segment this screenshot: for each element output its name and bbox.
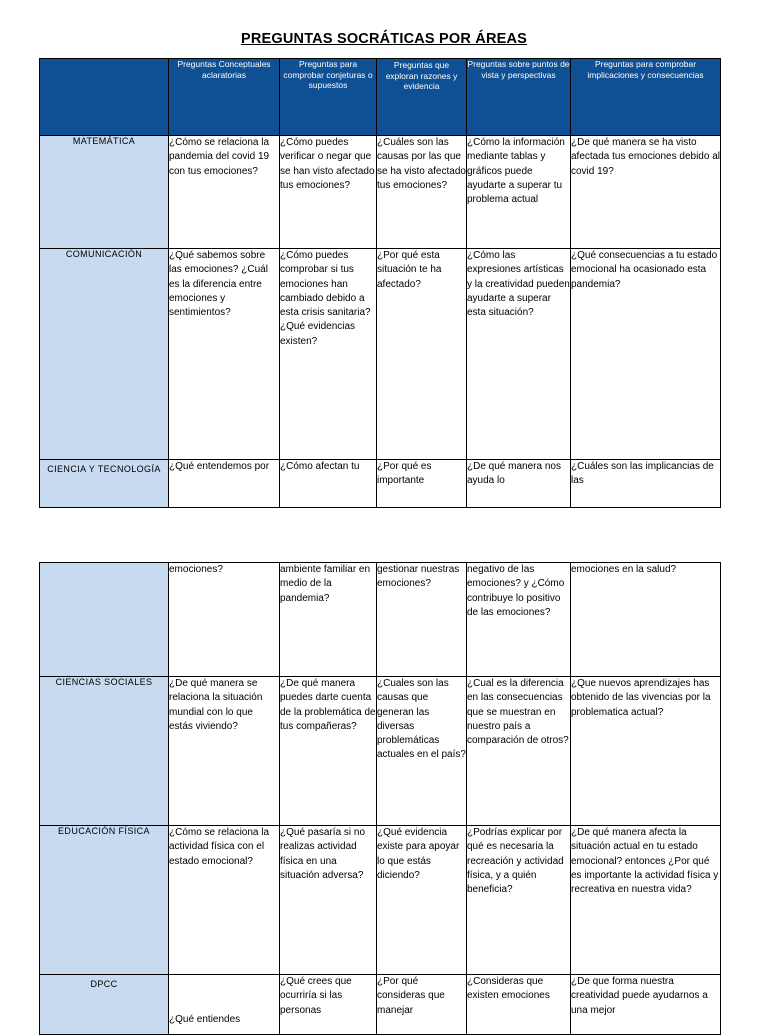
question-cell: ¿Cual es la diferencia en las consecuencias que se muestran en nuestro país a comparación de otros? [467,677,571,826]
socratic-table-page2 [39,562,721,1035]
question-cell: ¿Cuáles son las causas por las que se ha visto afectado tus emociones? [377,136,467,249]
question-cell: ¿Cómo puedes verificar o negar que se han visto afectado tus emociones? [280,136,377,249]
area-label [40,563,169,677]
question-cell: ¿Qué evidencia existe para apoyar lo que estás diciendo? [377,826,467,975]
question-cell: ¿Cómo las expresiones artísticas y la creatividad pueden ayudarte a superar esta situación? [467,249,571,460]
question-cell: ¿De qué manera se relaciona la situación mundial con lo que estás viviendo? [169,677,280,826]
question-cell: ¿Que nuevos aprendizajes has obtenido de las vivencias por la problematica actual? [571,677,721,826]
question-cell: ¿Podrías explicar por qué es necesaria la recreación y actividad física, y a quién beneficia? [467,826,571,975]
table-row [40,249,721,460]
header-conjeturas: Preguntas para comprobar conjeturas o supuestos [280,59,377,136]
question-cell: emociones? [169,563,280,677]
question-cell: ¿Cuáles son las implicancias de las [571,460,721,508]
question-cell: ¿Cuales son las causas que generan las diversas problemáticas actuales en el país? [377,677,467,826]
question-cell: ¿Por qué es importante [377,460,467,508]
header-implicaciones: Preguntas para comprobar implicaciones y consecuencias [571,59,721,136]
question-cell: negativo de las emociones? y ¿Cómo contribuye lo positivo de las emociones? [467,563,571,677]
document-title: PREGUNTAS SOCRÁTICAS POR ÁREAS [240,31,528,47]
socratic-table-page1 [39,58,721,508]
question-cell: ¿De qué manera afecta la situación actual en tu estado emocional? entonces ¿Por qué es importante la actividad física y recreativa en nuestra vida? [571,826,721,975]
header-conceptual: Preguntas Conceptuales aclaratorias [169,59,280,136]
table-row [40,677,721,826]
question-cell: ¿Por qué esta situación te ha afectado? [377,249,467,460]
area-label: CIENCIAS SOCIALES [40,677,169,826]
question-cell: ¿De qué manera puedes darte cuenta de la problemática de tus compañeras? [280,677,377,826]
question-cell: ¿Cómo se relaciona la pandemia del covid 19 con tus emociones? [169,136,280,249]
area-label: DPCC [40,975,169,1035]
question-cell: ¿Cómo la información mediante tablas y gráficos puede ayudarte a superar tu problema actual [467,136,571,249]
area-label: COMUNICACIÓN [40,249,169,460]
header-area [40,59,169,136]
question-cell: ¿Qué consecuencias a tu estado emocional ha ocasionado esta pandemia? [571,249,721,460]
table-row [40,460,721,508]
table-row [40,136,721,249]
question-cell: ¿Qué sabemos sobre las emociones? ¿Cuál es la diferencia entre emociones y sentimientos? [169,249,280,460]
question-cell: emociones en la salud? [571,563,721,677]
table-row [40,826,721,975]
question-cell: ¿Qué crees que ocurriría si las personas [280,975,377,1035]
question-cell: gestionar nuestras emociones? [377,563,467,677]
question-cell: ¿Cómo afectan tu [280,460,377,508]
question-cell: ¿De que forma nuestra creatividad puede ayudarnos a una mejor [571,975,721,1035]
header-perspectivas: Preguntas sobre puntos de vista y perspectivas [467,59,571,136]
question-cell: ¿Cómo puedes comprobar si tus emociones han cambiado debido a esta crisis sanitaria? ¿Qué evidencias existen? [280,249,377,460]
question-cell: ¿Consideras que existen emociones [467,975,571,1035]
table-row [40,975,721,1035]
question-cell: ¿Qué entiendes [169,975,280,1035]
question-cell: ¿Por qué consideras que manejar [377,975,467,1035]
table-row [40,563,721,677]
question-cell: ¿Qué pasaría si no realizas actividad física en una situación adversa? [280,826,377,975]
question-cell: ¿Cómo se relaciona la actividad física con el estado emocional? [169,826,280,975]
question-cell: ¿De qué manera nos ayuda lo [467,460,571,508]
question-cell: ¿Qué entendemos por [169,460,280,508]
header-razones: Preguntas que exploran razones y evidencia [377,59,467,136]
question-cell: ambiente familiar en medio de la pandemia? [280,563,377,677]
area-label: CIENCIA Y TECNOLOGÍA [40,460,169,508]
question-cell: ¿De qué manera se ha visto afectada tus emociones debido al covid 19? [571,136,721,249]
area-label: MATEMÁTICA [40,136,169,249]
table-header-row [40,59,721,136]
area-label: EDUCACIÓN FÍSICA [40,826,169,975]
